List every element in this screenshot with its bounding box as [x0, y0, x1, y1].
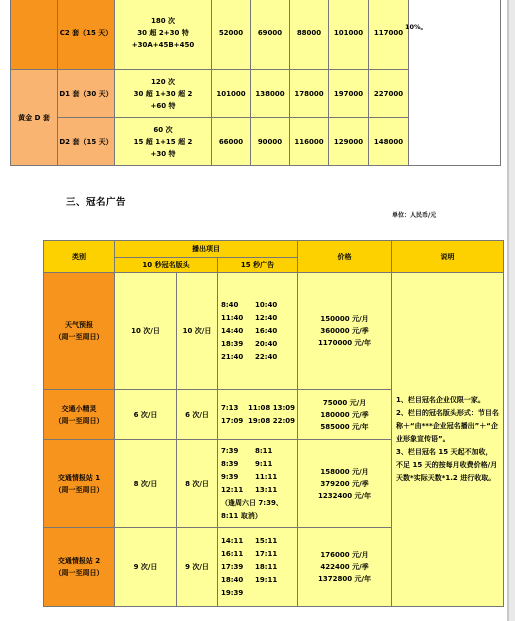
- top-note: 10%。: [405, 23, 428, 31]
- sponsorship-table: [43, 240, 504, 607]
- price-cell: 116000: [290, 118, 329, 166]
- ad-count: 10 次/日: [177, 273, 218, 390]
- price-cell: 101000: [329, 0, 369, 70]
- package-desc: 180 次 30 超 2+30 特 +30A+45B+450: [115, 0, 212, 70]
- description-item: 1、栏目冠名企业仅限一家。: [396, 396, 485, 404]
- title-count: 9 次/日: [115, 528, 177, 607]
- package-name: D2 套（15 天）: [58, 118, 115, 166]
- top-price-table: [10, 0, 501, 166]
- price-cell: 69000: [251, 0, 290, 70]
- price-cell: 150000 元/月 360000 元/季 1170000 元/年: [298, 273, 392, 390]
- ad-count: 8 次/日: [177, 440, 218, 528]
- description-item: 3、栏目冠名 15 天起不加收，不足 15 天的按每月收费价格/月天数*实际天数*1.2 进行收取。: [396, 448, 498, 482]
- time-slots: 8:40 10:40 11:40 12:40 14:40 16:40 18:39 20:40 21:40 22:40: [218, 273, 298, 390]
- price-cell: 178000: [290, 70, 329, 118]
- header-sub-title-ad: 10 秒冠名版头: [115, 258, 218, 273]
- package-name: D1 套（30 天）: [58, 70, 115, 118]
- title-count: 10 次/日: [115, 273, 177, 390]
- price-cell: 227000: [369, 70, 409, 118]
- section-title: 三、冠名广告: [66, 197, 127, 208]
- price-cell: 148000: [369, 118, 409, 166]
- package-desc: 60 次 15 超 1+15 超 2 +30 特: [115, 118, 212, 166]
- header-category: 类别: [44, 241, 115, 273]
- price-cell: 75000 元/月 180000 元/季 585000 元/年: [298, 390, 392, 440]
- price-cell: 88000: [290, 0, 329, 70]
- package-name: C2 套（15 天）: [58, 0, 115, 70]
- header-price: 价格: [298, 241, 392, 273]
- time-note: （逢周六日 7:39、8:11 取消）: [221, 498, 283, 520]
- time-slots: 7:13 11:08 13:09 17:09 19:08 22:09: [218, 390, 298, 440]
- unit-label: 单位：人民币/元: [392, 212, 437, 219]
- header-project: 播出项目: [115, 241, 298, 258]
- price-cell: 138000: [251, 70, 290, 118]
- price-cell: 176000 元/月 422400 元/季 1372800 元/年: [298, 528, 392, 607]
- page-edge: [509, 0, 515, 621]
- ad-count: 9 次/日: [177, 528, 218, 607]
- description-item: 2、栏目的冠名版头形式：节目名称＋“由***企业冠名播出”＋“企业形象宣传语”。: [396, 409, 499, 443]
- price-cell: 52000: [212, 0, 251, 70]
- ad-count: 6 次/日: [177, 390, 218, 440]
- category-cell: 交通情报站 2 （周一至周日）: [44, 528, 115, 607]
- price-cell: 129000: [329, 118, 369, 166]
- header-sub-15s-ad: 15 秒广告: [218, 258, 298, 273]
- title-count: 6 次/日: [115, 390, 177, 440]
- price-cell: 117000: [369, 0, 409, 70]
- price-cell: 66000: [212, 118, 251, 166]
- time-slots: 7:39 8:11 8:39 9:11 9:39 11:11 12:11 13:11 （逢周六日 7:39、8:11 取消）: [218, 440, 298, 528]
- price-cell: 197000: [329, 70, 369, 118]
- group-cell-prev: [11, 0, 58, 70]
- description-cell: [392, 273, 504, 607]
- category-cell: 交通情报站 1 （周一至周日）: [44, 440, 115, 528]
- time-slots: 14:11 15:11 16:11 17:11 17:39 18:11 18:40 19:11 19:39: [218, 528, 298, 607]
- group-label: 黄金 D 套: [11, 70, 58, 166]
- price-cell: 90000: [251, 118, 290, 166]
- price-cell: 158000 元/月 379200 元/季 1232400 元/年: [298, 440, 392, 528]
- header-note: 说明: [392, 241, 504, 273]
- title-count: 8 次/日: [115, 440, 177, 528]
- package-desc: 120 次 30 超 1+30 超 2 +60 特: [115, 70, 212, 118]
- category-cell: 天气预报 （周一至周日）: [44, 273, 115, 390]
- category-cell: 交通小精灵 （周一至周日）: [44, 390, 115, 440]
- price-cell: 101000: [212, 70, 251, 118]
